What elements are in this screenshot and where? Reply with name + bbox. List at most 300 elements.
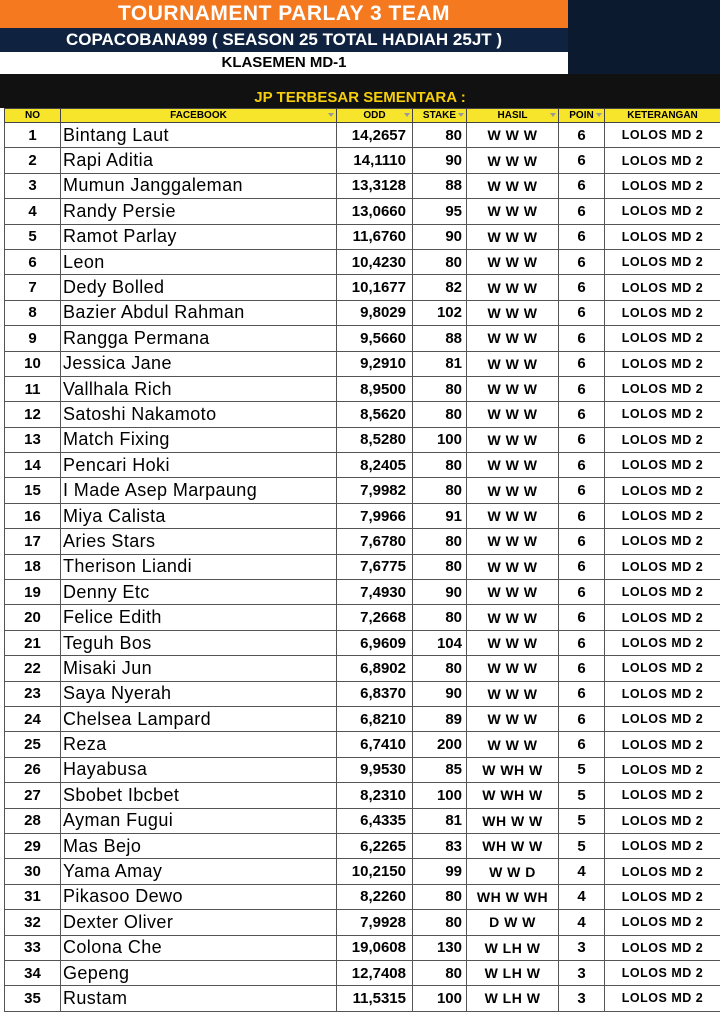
- cell-facebook: Rangga Permana: [61, 326, 337, 351]
- cell-odd: 11,5315: [337, 986, 413, 1011]
- cell-odd: 10,1677: [337, 275, 413, 300]
- cell-keterangan: LOLOS MD 2: [605, 173, 720, 198]
- cell-stake: 130: [413, 935, 467, 960]
- cell-stake: 100: [413, 986, 467, 1011]
- cell-hasil: W LH W: [467, 986, 559, 1011]
- cell-no: 26: [5, 757, 61, 782]
- cell-keterangan: LOLOS MD 2: [605, 935, 720, 960]
- cell-poin: 6: [559, 732, 605, 757]
- cell-poin: 4: [559, 910, 605, 935]
- cell-facebook: Randy Persie: [61, 199, 337, 224]
- cell-stake: 100: [413, 427, 467, 452]
- cell-hasil: W W W: [467, 402, 559, 427]
- table-row: [5, 224, 720, 249]
- cell-odd: 6,7410: [337, 732, 413, 757]
- cell-keterangan: LOLOS MD 2: [605, 783, 720, 808]
- cell-no: 11: [5, 376, 61, 401]
- cell-stake: 95: [413, 199, 467, 224]
- cell-facebook: Pikasoo Dewo: [61, 884, 337, 909]
- filter-dropdown-icon[interactable]: [550, 113, 556, 117]
- table-row: [5, 935, 720, 960]
- cell-poin: 4: [559, 884, 605, 909]
- table-row: [5, 580, 720, 605]
- cell-hasil: W W W: [467, 630, 559, 655]
- cell-stake: 102: [413, 300, 467, 325]
- cell-facebook: Dexter Oliver: [61, 910, 337, 935]
- cell-keterangan: LOLOS MD 2: [605, 199, 720, 224]
- cell-keterangan: LOLOS MD 2: [605, 681, 720, 706]
- table-row: [5, 656, 720, 681]
- cell-hasil: W W W: [467, 605, 559, 630]
- table-row: [5, 453, 720, 478]
- cell-hasil: W W W: [467, 326, 559, 351]
- cell-no: 13: [5, 427, 61, 452]
- filter-dropdown-icon[interactable]: [328, 113, 334, 117]
- cell-odd: 8,9500: [337, 376, 413, 401]
- cell-stake: 100: [413, 783, 467, 808]
- cell-poin: 6: [559, 630, 605, 655]
- cell-no: 16: [5, 503, 61, 528]
- table-row: [5, 503, 720, 528]
- cell-stake: 80: [413, 884, 467, 909]
- column-header-hasil[interactable]: [467, 109, 559, 123]
- cell-no: 1: [5, 123, 61, 148]
- cell-keterangan: LOLOS MD 2: [605, 580, 720, 605]
- cell-keterangan: LOLOS MD 2: [605, 884, 720, 909]
- cell-no: 23: [5, 681, 61, 706]
- cell-keterangan: LOLOS MD 2: [605, 326, 720, 351]
- cell-poin: 5: [559, 783, 605, 808]
- table-row: [5, 554, 720, 579]
- cell-facebook: Teguh Bos: [61, 630, 337, 655]
- cell-poin: 5: [559, 757, 605, 782]
- cell-no: 5: [5, 224, 61, 249]
- cell-facebook: Mumun Janggaleman: [61, 173, 337, 198]
- cell-hasil: W W W: [467, 732, 559, 757]
- cell-keterangan: LOLOS MD 2: [605, 529, 720, 554]
- column-label: ODD: [363, 110, 386, 121]
- cell-odd: 11,6760: [337, 224, 413, 249]
- cell-facebook: I Made Asep Marpaung: [61, 478, 337, 503]
- cell-odd: 8,5280: [337, 427, 413, 452]
- table-row: [5, 783, 720, 808]
- cell-stake: 80: [413, 554, 467, 579]
- cell-no: 12: [5, 402, 61, 427]
- table-row: [5, 757, 720, 782]
- table-body: [5, 123, 720, 1012]
- cell-facebook: Ramot Parlay: [61, 224, 337, 249]
- cell-facebook: Leon: [61, 249, 337, 274]
- table-row: [5, 884, 720, 909]
- column-label: POIN: [569, 110, 594, 121]
- cell-poin: 6: [559, 554, 605, 579]
- table-row: [5, 326, 720, 351]
- cell-facebook: Reza: [61, 732, 337, 757]
- table-row: [5, 960, 720, 985]
- table-row: [5, 630, 720, 655]
- cell-poin: 6: [559, 249, 605, 274]
- cell-odd: 7,2668: [337, 605, 413, 630]
- cell-keterangan: LOLOS MD 2: [605, 986, 720, 1011]
- cell-facebook: Dedy Bolled: [61, 275, 337, 300]
- standing-label: KLASEMEN MD-1: [0, 52, 568, 74]
- cell-keterangan: LOLOS MD 2: [605, 503, 720, 528]
- cell-stake: 80: [413, 605, 467, 630]
- cell-odd: 7,9928: [337, 910, 413, 935]
- cell-stake: 80: [413, 402, 467, 427]
- cell-no: 33: [5, 935, 61, 960]
- cell-stake: 80: [413, 453, 467, 478]
- cell-odd: 6,8902: [337, 656, 413, 681]
- cell-stake: 104: [413, 630, 467, 655]
- cell-odd: 19,0608: [337, 935, 413, 960]
- cell-poin: 6: [559, 199, 605, 224]
- cell-hasil: WH W W: [467, 833, 559, 858]
- table-header-row: [5, 109, 720, 123]
- season-subtitle: COPACOBANA99 ( SEASON 25 TOTAL HADIAH 25JT ): [0, 28, 568, 52]
- cell-no: 4: [5, 199, 61, 224]
- table-row: [5, 300, 720, 325]
- cell-poin: 6: [559, 605, 605, 630]
- cell-no: 20: [5, 605, 61, 630]
- cell-poin: 6: [559, 123, 605, 148]
- cell-poin: 5: [559, 833, 605, 858]
- cell-poin: 6: [559, 427, 605, 452]
- table-row: [5, 478, 720, 503]
- cell-facebook: Ayman Fugui: [61, 808, 337, 833]
- cell-hasil: W W W: [467, 503, 559, 528]
- cell-stake: 200: [413, 732, 467, 757]
- cell-no: 9: [5, 326, 61, 351]
- cell-keterangan: LOLOS MD 2: [605, 427, 720, 452]
- cell-odd: 7,9966: [337, 503, 413, 528]
- cell-stake: 82: [413, 275, 467, 300]
- cell-stake: 91: [413, 503, 467, 528]
- cell-no: 29: [5, 833, 61, 858]
- cell-poin: 3: [559, 986, 605, 1011]
- filter-dropdown-icon[interactable]: [596, 113, 602, 117]
- cell-odd: 8,2260: [337, 884, 413, 909]
- column-label: STAKE: [422, 110, 457, 121]
- cell-stake: 81: [413, 808, 467, 833]
- cell-poin: 6: [559, 478, 605, 503]
- cell-keterangan: LOLOS MD 2: [605, 123, 720, 148]
- cell-keterangan: LOLOS MD 2: [605, 630, 720, 655]
- table-row: [5, 376, 720, 401]
- cell-no: 8: [5, 300, 61, 325]
- cell-poin: 3: [559, 960, 605, 985]
- cell-no: 32: [5, 910, 61, 935]
- cell-no: 17: [5, 529, 61, 554]
- cell-hasil: W W W: [467, 148, 559, 173]
- cell-facebook: Pencari Hoki: [61, 453, 337, 478]
- tournament-title: TOURNAMENT PARLAY 3 TEAM: [0, 0, 568, 28]
- cell-stake: 80: [413, 656, 467, 681]
- column-header-stake[interactable]: [413, 109, 467, 123]
- cell-odd: 9,8029: [337, 300, 413, 325]
- cell-keterangan: LOLOS MD 2: [605, 478, 720, 503]
- cell-stake: 90: [413, 580, 467, 605]
- cell-poin: 3: [559, 935, 605, 960]
- column-header-no: [5, 109, 61, 123]
- cell-odd: 13,0660: [337, 199, 413, 224]
- cell-no: 21: [5, 630, 61, 655]
- standings-table: [4, 108, 720, 1012]
- column-header-facebook[interactable]: [61, 109, 337, 123]
- cell-keterangan: LOLOS MD 2: [605, 376, 720, 401]
- cell-odd: 7,6775: [337, 554, 413, 579]
- cell-stake: 99: [413, 859, 467, 884]
- cell-poin: 6: [559, 275, 605, 300]
- cell-odd: 9,5660: [337, 326, 413, 351]
- cell-no: 31: [5, 884, 61, 909]
- cell-facebook: Chelsea Lampard: [61, 706, 337, 731]
- cell-hasil: W W W: [467, 123, 559, 148]
- cell-stake: 80: [413, 123, 467, 148]
- column-label: KETERANGAN: [627, 110, 698, 121]
- cell-facebook: Saya Nyerah: [61, 681, 337, 706]
- cell-odd: 14,1110: [337, 148, 413, 173]
- cell-hasil: W W W: [467, 351, 559, 376]
- cell-odd: 6,9609: [337, 630, 413, 655]
- cell-no: 34: [5, 960, 61, 985]
- cell-stake: 89: [413, 706, 467, 731]
- table-row: [5, 706, 720, 731]
- cell-poin: 4: [559, 859, 605, 884]
- cell-keterangan: LOLOS MD 2: [605, 275, 720, 300]
- cell-facebook: Yama Amay: [61, 859, 337, 884]
- cell-stake: 80: [413, 478, 467, 503]
- cell-keterangan: LOLOS MD 2: [605, 453, 720, 478]
- column-label: HASIL: [497, 110, 528, 121]
- cell-facebook: Jessica Jane: [61, 351, 337, 376]
- cell-hasil: W W W: [467, 224, 559, 249]
- cell-poin: 6: [559, 326, 605, 351]
- cell-stake: 90: [413, 681, 467, 706]
- cell-odd: 10,2150: [337, 859, 413, 884]
- cell-no: 27: [5, 783, 61, 808]
- cell-facebook: Misaki Jun: [61, 656, 337, 681]
- cell-poin: 6: [559, 503, 605, 528]
- table-row: [5, 199, 720, 224]
- table-row: [5, 123, 720, 148]
- cell-no: 22: [5, 656, 61, 681]
- table-row: [5, 402, 720, 427]
- cell-keterangan: LOLOS MD 2: [605, 148, 720, 173]
- cell-keterangan: LOLOS MD 2: [605, 300, 720, 325]
- cell-no: 30: [5, 859, 61, 884]
- cell-hasil: WH W W: [467, 808, 559, 833]
- cell-odd: 6,8210: [337, 706, 413, 731]
- cell-no: 10: [5, 351, 61, 376]
- cell-keterangan: LOLOS MD 2: [605, 960, 720, 985]
- table-row: [5, 351, 720, 376]
- cell-hasil: WH W WH: [467, 884, 559, 909]
- cell-odd: 6,8370: [337, 681, 413, 706]
- table-row: [5, 681, 720, 706]
- cell-stake: 90: [413, 148, 467, 173]
- cell-hasil: W W W: [467, 706, 559, 731]
- cell-facebook: Rustam: [61, 986, 337, 1011]
- filter-dropdown-icon[interactable]: [458, 113, 464, 117]
- table-row: [5, 173, 720, 198]
- cell-facebook: Colona Che: [61, 935, 337, 960]
- cell-hasil: W LH W: [467, 935, 559, 960]
- cell-stake: 83: [413, 833, 467, 858]
- cell-hasil: W W D: [467, 859, 559, 884]
- cell-odd: 8,5620: [337, 402, 413, 427]
- cell-stake: 85: [413, 757, 467, 782]
- cell-stake: 88: [413, 326, 467, 351]
- cell-facebook: Hayabusa: [61, 757, 337, 782]
- cell-odd: 10,4230: [337, 249, 413, 274]
- cell-no: 2: [5, 148, 61, 173]
- cell-stake: 80: [413, 910, 467, 935]
- cell-hasil: W W W: [467, 376, 559, 401]
- cell-no: 15: [5, 478, 61, 503]
- cell-facebook: Bintang Laut: [61, 123, 337, 148]
- cell-stake: 88: [413, 173, 467, 198]
- cell-keterangan: LOLOS MD 2: [605, 808, 720, 833]
- cell-keterangan: LOLOS MD 2: [605, 656, 720, 681]
- cell-poin: 6: [559, 351, 605, 376]
- cell-hasil: W LH W: [467, 960, 559, 985]
- column-header-keterangan: [605, 109, 720, 123]
- header-corner-block: [568, 0, 720, 74]
- cell-no: 19: [5, 580, 61, 605]
- cell-poin: 6: [559, 656, 605, 681]
- table-row: [5, 605, 720, 630]
- cell-no: 6: [5, 249, 61, 274]
- cell-hasil: W W W: [467, 249, 559, 274]
- cell-facebook: Felice Edith: [61, 605, 337, 630]
- table-row: [5, 427, 720, 452]
- cell-facebook: Satoshi Nakamoto: [61, 402, 337, 427]
- cell-stake: 80: [413, 960, 467, 985]
- jp-banner: JP TERBESAR SEMENTARA :: [0, 74, 720, 108]
- cell-facebook: Rapi Aditia: [61, 148, 337, 173]
- column-label: NO: [25, 110, 40, 121]
- table-row: [5, 148, 720, 173]
- cell-facebook: Gepeng: [61, 960, 337, 985]
- cell-odd: 9,2910: [337, 351, 413, 376]
- cell-odd: 7,6780: [337, 529, 413, 554]
- cell-facebook: Denny Etc: [61, 580, 337, 605]
- cell-odd: 8,2310: [337, 783, 413, 808]
- cell-keterangan: LOLOS MD 2: [605, 224, 720, 249]
- cell-poin: 6: [559, 376, 605, 401]
- cell-no: 28: [5, 808, 61, 833]
- table-row: [5, 732, 720, 757]
- cell-keterangan: LOLOS MD 2: [605, 351, 720, 376]
- cell-keterangan: LOLOS MD 2: [605, 757, 720, 782]
- cell-hasil: W W W: [467, 554, 559, 579]
- table-row: [5, 275, 720, 300]
- cell-facebook: Bazier Abdul Rahman: [61, 300, 337, 325]
- cell-hasil: D W W: [467, 910, 559, 935]
- cell-poin: 6: [559, 173, 605, 198]
- cell-stake: 80: [413, 376, 467, 401]
- cell-poin: 6: [559, 402, 605, 427]
- cell-poin: 6: [559, 681, 605, 706]
- cell-keterangan: LOLOS MD 2: [605, 249, 720, 274]
- cell-poin: 6: [559, 529, 605, 554]
- table-row: [5, 529, 720, 554]
- table-row: [5, 910, 720, 935]
- cell-stake: 80: [413, 529, 467, 554]
- cell-facebook: Sbobet Ibcbet: [61, 783, 337, 808]
- cell-facebook: Miya Calista: [61, 503, 337, 528]
- cell-odd: 12,7408: [337, 960, 413, 985]
- column-label: FACEBOOK: [170, 110, 227, 121]
- cell-poin: 6: [559, 453, 605, 478]
- cell-stake: 80: [413, 249, 467, 274]
- cell-stake: 81: [413, 351, 467, 376]
- cell-odd: 8,2405: [337, 453, 413, 478]
- cell-facebook: Vallhala Rich: [61, 376, 337, 401]
- cell-hasil: W WH W: [467, 783, 559, 808]
- column-header-odd[interactable]: [337, 109, 413, 123]
- cell-hasil: W W W: [467, 199, 559, 224]
- table-row: [5, 808, 720, 833]
- cell-odd: 9,9530: [337, 757, 413, 782]
- table-row: [5, 859, 720, 884]
- cell-no: 18: [5, 554, 61, 579]
- cell-hasil: W W W: [467, 427, 559, 452]
- cell-keterangan: LOLOS MD 2: [605, 910, 720, 935]
- cell-hasil: W WH W: [467, 757, 559, 782]
- cell-poin: 6: [559, 580, 605, 605]
- cell-no: 3: [5, 173, 61, 198]
- cell-no: 24: [5, 706, 61, 731]
- table-row: [5, 833, 720, 858]
- cell-keterangan: LOLOS MD 2: [605, 859, 720, 884]
- cell-odd: 6,2265: [337, 833, 413, 858]
- cell-hasil: W W W: [467, 453, 559, 478]
- cell-facebook: Mas Bejo: [61, 833, 337, 858]
- cell-hasil: W W W: [467, 681, 559, 706]
- column-header-poin[interactable]: [559, 109, 605, 123]
- cell-keterangan: LOLOS MD 2: [605, 732, 720, 757]
- cell-facebook: Therison Liandi: [61, 554, 337, 579]
- cell-odd: 13,3128: [337, 173, 413, 198]
- cell-keterangan: LOLOS MD 2: [605, 605, 720, 630]
- cell-hasil: W W W: [467, 275, 559, 300]
- cell-no: 35: [5, 986, 61, 1011]
- cell-poin: 6: [559, 148, 605, 173]
- cell-keterangan: LOLOS MD 2: [605, 833, 720, 858]
- cell-poin: 6: [559, 706, 605, 731]
- cell-hasil: W W W: [467, 300, 559, 325]
- cell-odd: 7,9982: [337, 478, 413, 503]
- cell-no: 25: [5, 732, 61, 757]
- cell-poin: 5: [559, 808, 605, 833]
- cell-odd: 7,4930: [337, 580, 413, 605]
- cell-odd: 14,2657: [337, 123, 413, 148]
- filter-dropdown-icon[interactable]: [404, 113, 410, 117]
- cell-hasil: W W W: [467, 656, 559, 681]
- cell-facebook: Match Fixing: [61, 427, 337, 452]
- cell-stake: 90: [413, 224, 467, 249]
- cell-hasil: W W W: [467, 478, 559, 503]
- table-row: [5, 986, 720, 1011]
- cell-no: 14: [5, 453, 61, 478]
- cell-odd: 6,4335: [337, 808, 413, 833]
- cell-hasil: W W W: [467, 173, 559, 198]
- cell-keterangan: LOLOS MD 2: [605, 706, 720, 731]
- cell-poin: 6: [559, 224, 605, 249]
- cell-hasil: W W W: [467, 580, 559, 605]
